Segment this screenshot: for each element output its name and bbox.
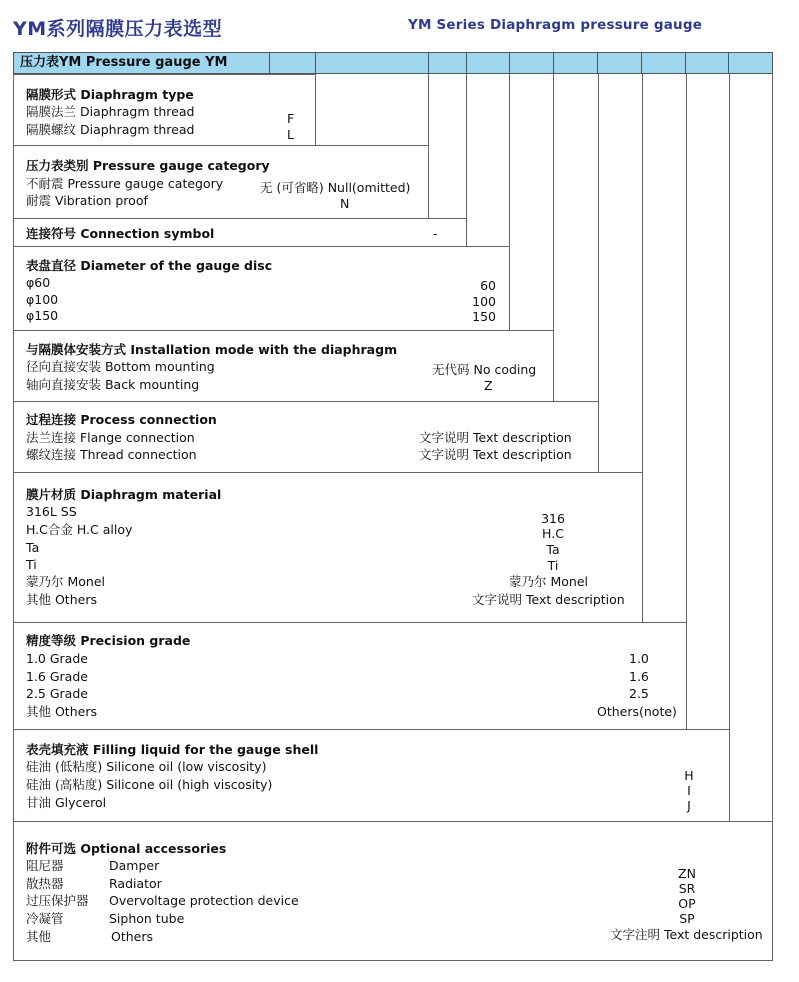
section-process-connection [13,401,599,472]
option-desc: 2.5 Grade [26,686,88,701]
option-desc: 隔膜法兰 Diaphragm thread [26,104,195,119]
section-connection-symbol [13,218,467,246]
section-diaphragm-material [13,472,643,622]
option-desc: 硅油 (低粘度) Silicone oil (low viscosity) [26,759,267,774]
option-code: 无代码 No coding [432,362,537,377]
option-desc: φ100 [26,292,59,307]
option-code: F [287,111,295,126]
section-title: 压力表类别 Pressure gauge category [26,158,270,173]
section-title: 精度等级 Precision grade [26,633,191,648]
option-desc: 316L SS [26,504,77,519]
option-desc: Ti [26,557,37,572]
option-desc: 隔膜螺纹 Diaphragm thread [26,122,195,137]
page-title-cn: YM系列隔膜压力表选型 [13,18,223,40]
option-desc: 蒙乃尔 Monel [26,574,105,589]
option-code: OP [678,896,696,911]
option-code: 2.5 [629,686,649,701]
section-filling-liquid [13,729,730,821]
accessory-en: Siphon tube [109,911,185,926]
model-code-cell [269,53,315,73]
accessory-cn: 过压保护器 [26,893,89,908]
accessory-en: Radiator [109,876,162,891]
model-code-cell [315,53,428,73]
option-code: ZN [678,866,696,881]
option-code: 150 [472,309,496,324]
option-desc: φ60 [26,275,51,290]
option-code: Others(note) [597,704,677,719]
accessory-cn: 冷凝管 [26,911,64,926]
option-code: 1.0 [629,651,649,666]
option-code: J [687,798,691,813]
option-code: 60 [480,278,496,293]
model-code-row [13,52,773,74]
section-title: 表壳填充液 Filling liquid for the gauge shell [26,742,319,757]
section-optional-accessories [13,821,773,961]
section-diaphragm-type [13,74,316,145]
option-code: - [433,226,438,241]
option-desc: 其他 Others [26,592,97,607]
accessory-cn: 其他 [26,929,52,944]
option-desc: 其他 Others [26,704,97,719]
section-title: 膜片材质 Diaphragm material [26,487,222,502]
model-code-cell [509,53,553,73]
option-desc: 不耐震 Pressure gauge category [26,176,224,191]
option-code: Ta [546,542,560,557]
option-code: N [340,196,350,211]
section-title: 与隔膜体安装方式 Installation mode with the diaphragm [26,342,398,357]
option-desc: 径向直接安装 Bottom mounting [26,359,215,374]
model-code-cell [685,53,728,73]
option-desc: H.C合金 H.C alloy [26,522,133,537]
option-desc: 甘油 Glycerol [26,795,107,810]
model-code-cell [597,53,641,73]
option-code: I [687,783,691,798]
option-code: 文字说明 Text description [419,447,572,462]
option-code: 316 [541,511,565,526]
option-desc: 螺纹连接 Thread connection [26,447,197,462]
option-code: H.C [542,526,564,541]
accessory-en: Others [111,929,154,944]
option-desc: 硅油 (高粘度) Silicone oil (high viscosity) [26,777,273,792]
accessory-cn: 散热器 [26,876,64,891]
page-title-en: YM Series Diaphragm pressure gauge [408,17,703,33]
option-code: L [287,127,294,142]
option-code: 文字注明 Text description [610,927,763,942]
section-precision-grade [13,622,687,729]
section-title: 隔膜形式 Diaphragm type [26,87,194,102]
section-title: 附件可选 Optional accessories [26,841,227,856]
model-code-cell [428,53,466,73]
option-desc: Ta [26,540,40,555]
option-code: 无 (可省略) Null(omitted) [260,180,411,195]
option-code: 文字说明 Text description [472,592,625,607]
option-code: SR [678,881,696,896]
accessory-en: Damper [109,858,160,873]
model-code-cell [466,53,509,73]
option-code: 蒙乃尔 Monel [509,574,588,589]
accessory-cn: 阻尼器 [26,858,64,873]
section-title: 表盘直径 Diameter of the gauge disc [26,258,273,273]
option-desc: 1.6 Grade [26,669,88,684]
section-gauge-category [13,145,429,218]
option-code: 1.6 [629,669,649,684]
section-title: 过程连接 Process connection [26,412,217,427]
model-code-label: 压力表YM Pressure gauge YM [20,55,228,70]
option-desc: 1.0 Grade [26,651,88,666]
model-code-cell [641,53,685,73]
section-disc-diameter [13,246,510,330]
option-code: Ti [547,558,559,573]
option-code: H [684,768,694,783]
section-installation-mode [13,330,554,401]
option-desc: 轴向直接安装 Back mounting [26,377,200,392]
column-line [729,74,730,821]
option-code: 文字说明 Text description [419,430,572,445]
option-code: Z [484,378,493,393]
option-desc: φ150 [26,308,59,323]
option-desc: 耐震 Vibration proof [26,193,148,208]
option-code: 100 [472,294,496,309]
model-code-cell [553,53,598,73]
option-desc: 法兰连接 Flange connection [26,430,195,445]
option-code: SP [679,911,695,926]
accessory-en: Overvoltage protection device [109,893,299,908]
model-code-cell [728,53,772,73]
section-title: 连接符号 Connection symbol [26,226,215,241]
